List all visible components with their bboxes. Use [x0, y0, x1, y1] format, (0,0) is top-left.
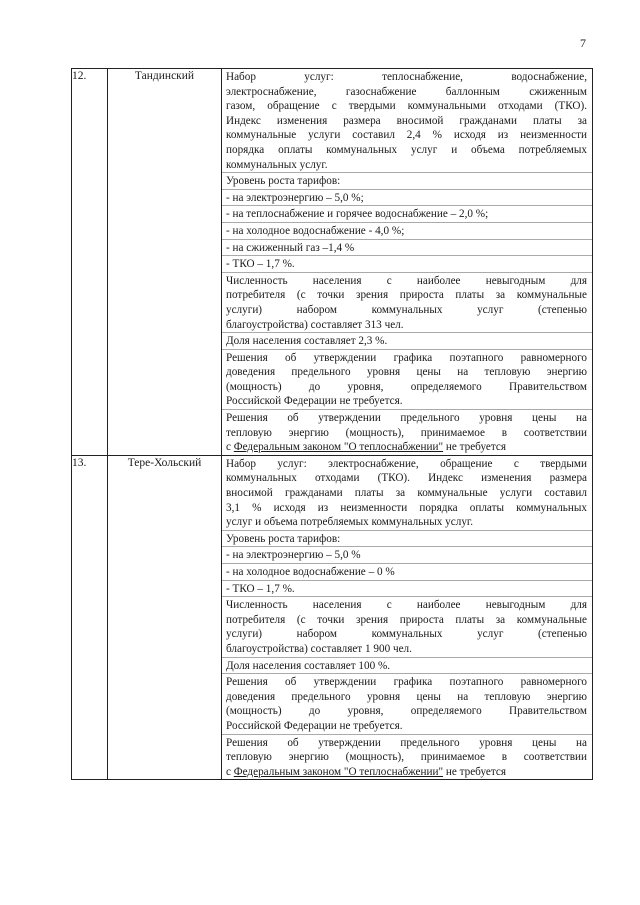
- description-item: [222, 349, 592, 409]
- text-line: с Федеральным законом "О теплоснабжении" не требуется: [226, 441, 506, 454]
- description-item: [222, 272, 592, 332]
- text-line: газом, обращение с твердыми коммунальными отходами (ТКО).: [226, 100, 587, 113]
- text-line: услуг и объема потребляемых коммунальных услуг.: [226, 516, 474, 529]
- text-line: (мощность) до уровня, определяемого Правительством: [226, 705, 587, 718]
- row-number: 13.: [72, 455, 108, 779]
- text-line: Доля населения составляет 100 %.: [226, 659, 391, 672]
- text-line: услуги) набором коммунальных услуг (степенью: [226, 628, 587, 641]
- text-line: тепловую энергию (мощность), принимаемое в соответствии: [226, 426, 587, 439]
- text-line: Российской Федерации не требуется.: [226, 719, 403, 732]
- description-item: [222, 734, 592, 780]
- text-line: благоустройства) составляет 1 900 чел.: [226, 642, 412, 655]
- text-line: (мощность) до уровня, определяемого Правительством: [226, 380, 587, 393]
- text-line: - ТКО – 1,7 %.: [226, 258, 295, 271]
- text-line: коммунальных услуг.: [226, 158, 328, 171]
- text-line: потребителя (с точки зрения прироста платы за коммунальные: [226, 289, 587, 302]
- text-line: Российской Федерации не требуется.: [226, 395, 403, 408]
- page-number: 7: [580, 36, 586, 50]
- law-reference: Федеральным законом "О теплоснабжении": [233, 765, 444, 778]
- law-reference: Федеральным законом "О теплоснабжении": [233, 441, 444, 454]
- description-cell: [222, 69, 593, 456]
- text-line: Индекс изменения размера вносимой гражданами платы за: [226, 114, 587, 127]
- text-line: порядка оплаты коммунальных услуг и объема потребляемых: [226, 143, 587, 156]
- text-line: - на холодное водоснабжение - 4,0 %;: [226, 224, 405, 237]
- description-item: [222, 409, 592, 455]
- table-row: [72, 69, 593, 456]
- description-item: [222, 673, 592, 733]
- text-line: - на электроэнергию – 5,0 %;: [226, 191, 364, 204]
- description-cell: [222, 455, 593, 779]
- description-item: [222, 239, 592, 256]
- description-item: [222, 596, 592, 656]
- description-item: [222, 172, 592, 189]
- text-line: 3,1 % исходя из неизменности порядка оплаты коммунальных: [226, 501, 587, 514]
- text-line: Численность населения с наиболее невыгодным для: [226, 599, 587, 612]
- text-line: с Федеральным законом "О теплоснабжении" не требуется: [226, 765, 506, 778]
- text-line: Решения об утверждении графика поэтапного равномерного: [226, 676, 587, 689]
- table-body: [72, 69, 593, 780]
- text-line: коммунальных отходами (ТКО). Индекс изменения размера: [226, 472, 587, 485]
- description-item: [222, 563, 592, 580]
- text-line: - на холодное водоснабжение – 0 %: [226, 566, 395, 578]
- row-number: 12.: [72, 69, 108, 456]
- text-line: коммунальные услуги составил 2,4 % исходя из неизменности: [226, 129, 587, 142]
- description-item: [222, 222, 592, 239]
- text-line: - на электроэнергию – 5,0 %: [226, 549, 361, 562]
- text-line: Набор услуг: теплоснабжение, водоснабжение,: [226, 71, 587, 83]
- text-line: доведения предельного уровня цены на тепловую энергию: [226, 690, 587, 703]
- description-item: [222, 657, 592, 674]
- description-item: [222, 69, 592, 172]
- description-item: [222, 332, 592, 349]
- text-line: Доля населения составляет 2,3 %.: [226, 335, 388, 348]
- description-item: [222, 530, 592, 547]
- text-line: - на теплоснабжение и горячее водоснабжение – 2,0 %;: [226, 208, 489, 221]
- text-line: Решения об утверждении графика поэтапного равномерного: [226, 351, 587, 364]
- description-item: [222, 546, 592, 563]
- description-item: [222, 456, 592, 530]
- municipal-tariff-table: [71, 68, 593, 780]
- text-line: Уровень роста тарифов:: [226, 175, 341, 188]
- description-item: [222, 189, 592, 206]
- text-line: вносимой гражданами платы за коммунальные услуги составил: [226, 487, 587, 500]
- text-line: доведения предельного уровня цены на тепловую энергию: [226, 366, 587, 379]
- text-line: благоустройства) составляет 313 чел.: [226, 318, 404, 331]
- text-line: услуги) набором коммунальных услуг (степенью: [226, 303, 587, 316]
- text-line: тепловую энергию (мощность), принимаемое в соответствии: [226, 751, 587, 764]
- text-line: Численность населения с наиболее невыгодным для: [226, 274, 587, 287]
- text-line: потребителя (с точки зрения прироста платы за коммунальные: [226, 613, 587, 626]
- text-line: Решения об утверждении предельного уровня цены на: [226, 412, 587, 425]
- description-item: [222, 580, 592, 597]
- text-line: Решения об утверждении предельного уровня цены на: [226, 736, 587, 749]
- district-name: Тандинский: [108, 69, 222, 456]
- text-line: электроснабжение, газоснабжение баллонным сжиженным: [226, 85, 587, 98]
- description-item: [222, 205, 592, 222]
- text-line: - ТКО – 1,7 %.: [226, 582, 295, 595]
- table-row: [72, 455, 593, 779]
- description-item: [222, 255, 592, 272]
- text-line: Уровень роста тарифов:: [226, 532, 341, 545]
- text-line: Набор услуг: электроснабжение, обращение с твердыми: [226, 457, 587, 470]
- text-line: - на сжиженный газ –1,4 %: [226, 241, 355, 254]
- district-name: Тере-Хольский: [108, 455, 222, 779]
